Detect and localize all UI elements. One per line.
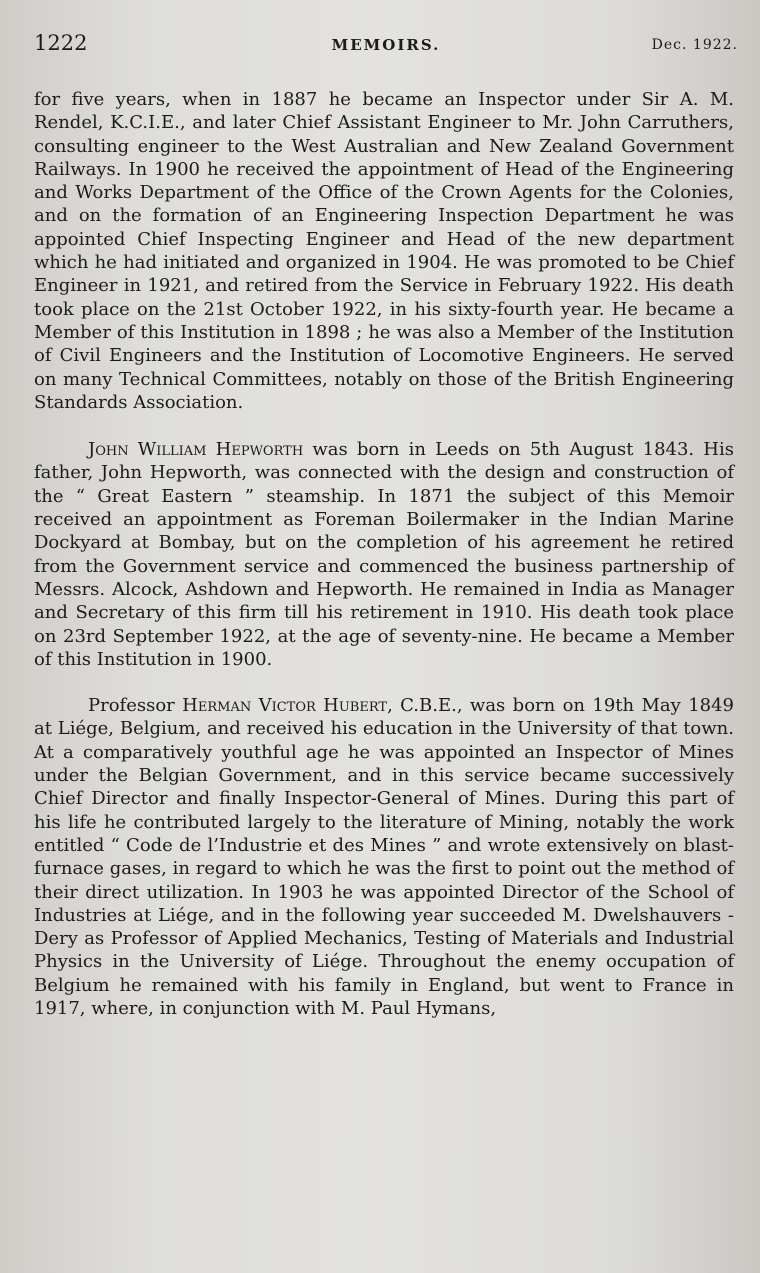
subject-title-prefix: Professor [88, 695, 183, 717]
memoir-paragraph-hepworth [34, 438, 734, 671]
paragraph-spacer [34, 414, 734, 438]
paragraph-spacer [34, 671, 734, 694]
memoir-subject-name: John William Hepworth [88, 439, 304, 461]
running-title: MEMOIRS. [331, 36, 441, 54]
issue-date: Dec. 1922. [651, 37, 738, 53]
memoir-text [34, 88, 734, 1020]
page-number: 1222 [34, 31, 88, 55]
paragraph-text: , C.B.E., was born on 19th May 1849 at Liége, Belgium, and received his education in the University of that town. At a comparatively youthful age he was appointed an Inspector of Mines under the Belgian Government, and in this service became successively Chief Director and finally Inspector-General of Mines. During this part of his life he contributed largely to the literature of Mining, notably the work entitled “ Code de l’Industrie et des Mines ” and wrote extensively on blast-furnace gases, in regard to which he was the first to point out the method of their direct utilization. In 1903 he was appointed Director of the School of Industries at Liége, and in the following year succeeded M. Dwelshauvers - Dery as Professor of Applied Mechanics, Testing of Materials and Industrial Physics in the University of Liége. Throughout the enemy occupation of Belgium he remained with his family in England, but went to France in 1917, where, in conjunction with M. Paul Hymans, [34, 695, 734, 1019]
memoir-paragraph-continued [34, 88, 734, 414]
paragraph-text: for five years, when in 1887 he became an Inspector under Sir A. M. Rendel, K.C.I.E., and later Chief Assistant Engineer to Mr. John Carruthers, consulting engineer to the West Australian and New Zealand Government Railways. In 1900 he received the appointment of Head of the Engineering and Works Department of the Office of the Crown Agents for the Colonies, and on the formation of an Engineering Inspection Department he was appointed Chief Inspecting Engineer and Head of the new department which he had initiated and organized in 1904. He was promoted to be Chief Engineer in 1921, and retired from the Service in February 1922. His death took place on the 21st October 1922, in his sixty-fourth year. He became a Member of this Institution in 1898 ; he was also a Member of the Institution of Civil Engineers and the Institution of Locomotive Engineers. He served on many Technical Committees, notably on those of the British Engineering Standards Association. [34, 89, 734, 413]
memoir-paragraph-hubert [34, 694, 734, 1020]
paragraph-text: was born in Leeds on 5th August 1843. His father, John Hepworth, was connected with the design and construction of the “ Great Eastern ” steamship. In 1871 the subject of this Memoir received an appointment as Foreman Boilermaker in the Indian Marine Dockyard at Bombay, but on the completion of his agreement he retired from the Government service and commenced the business partnership of Messrs. Alcock, Ashdown and Hepworth. He remained in India as Manager and Secretary of this firm till his retirement in 1910. His death took place on 23rd September 1922, at the age of seventy-nine. He became a Member of this Institution in 1900. [34, 439, 734, 670]
running-head [34, 28, 738, 58]
memoir-subject-name: Herman Victor Hubert [182, 695, 388, 717]
